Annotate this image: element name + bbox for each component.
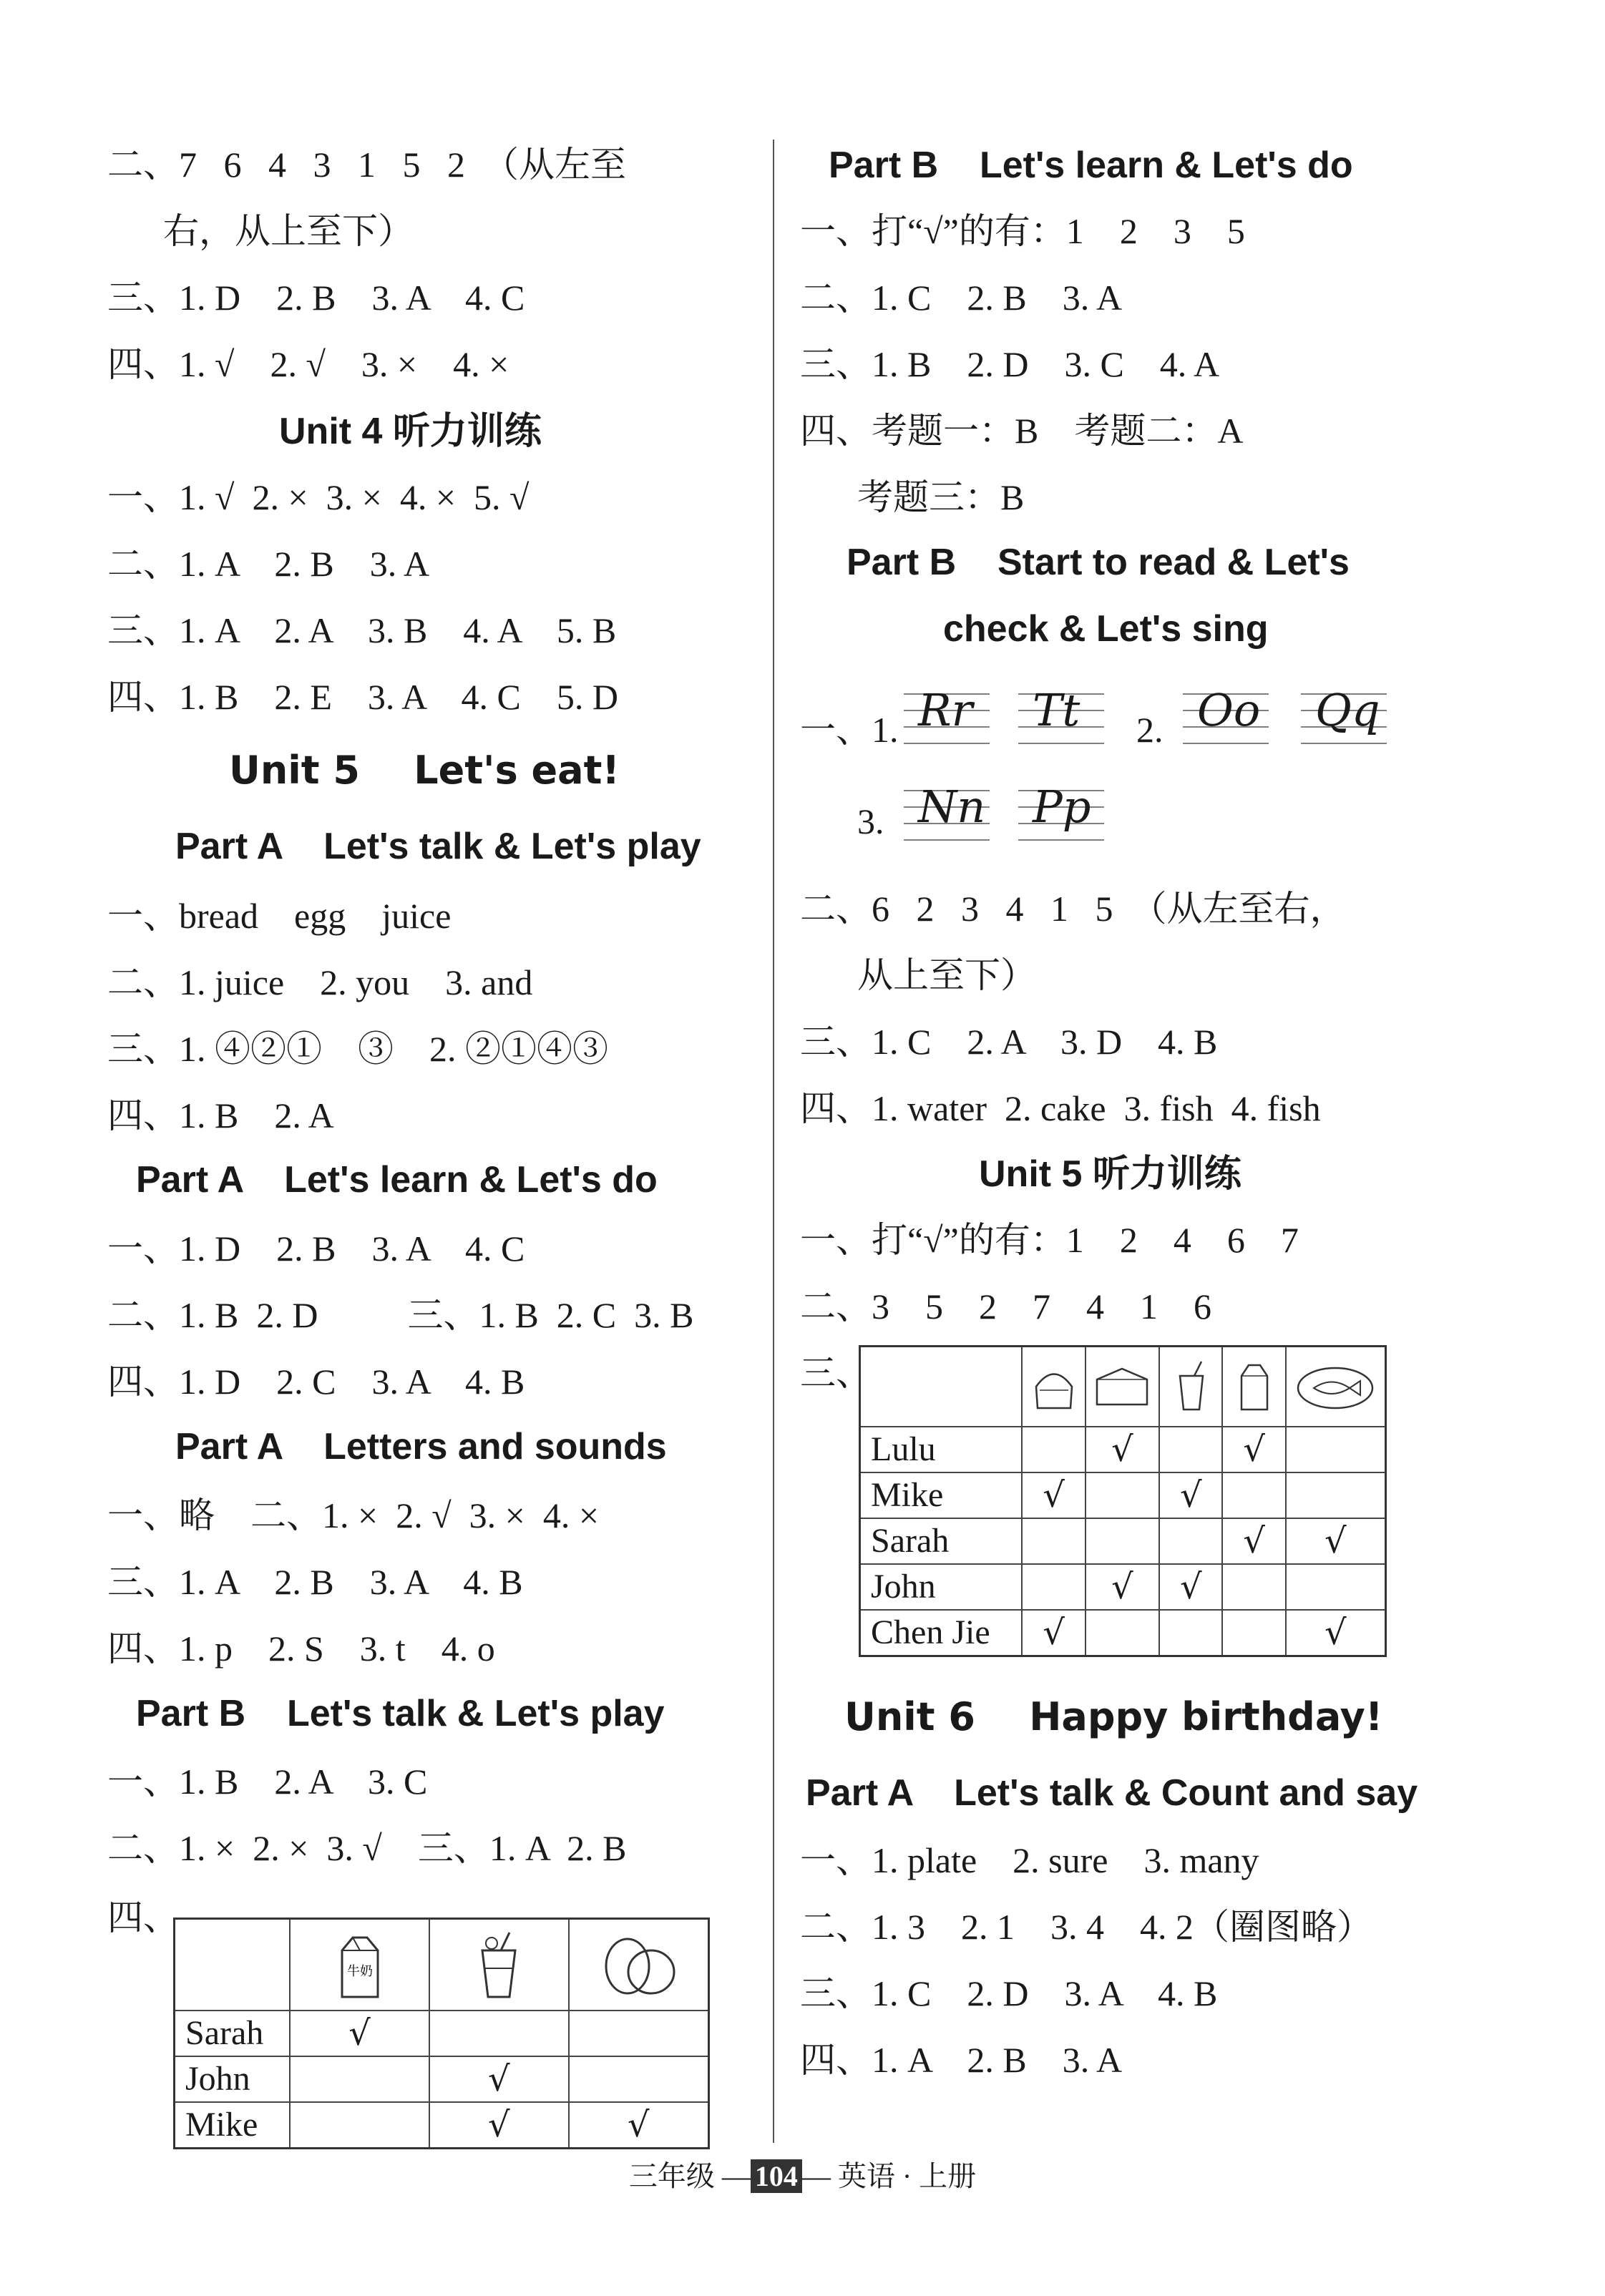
unit-title: Unit 6 Happy birthday! <box>844 1694 1383 1739</box>
juice-glass-picture <box>429 1919 569 2011</box>
row-name: Lulu <box>860 1427 1023 1472</box>
check-cell <box>1159 1518 1222 1564</box>
table-row <box>175 2056 709 2102</box>
section-heading: Part A Let's talk & Let's play <box>175 826 701 867</box>
answer-line: 一、打“√”的有：1 2 4 6 7 <box>800 1220 1299 1260</box>
handwriting-box <box>1183 684 1269 751</box>
table-row <box>175 2102 709 2149</box>
answer-line: 四、 <box>107 1897 179 1938</box>
answer-line: 四、1. D 2. C 3. A 4. B <box>107 1362 525 1402</box>
table-row <box>860 1610 1386 1656</box>
eggs-picture <box>569 1919 709 2011</box>
answer-line: 四、1. A 2. B 3. A <box>800 2040 1123 2080</box>
answer-line: 二、1. × 2. × 3. √ 三、1. A 2. B <box>107 1828 627 1868</box>
answer-line: 三、1. ④②① ③ 2. ②①④③ <box>107 1029 608 1069</box>
column-divider <box>773 140 774 2143</box>
answer-line: 二、7 6 4 3 1 5 2 （从左至 <box>107 145 626 185</box>
row-name: John <box>175 2056 291 2102</box>
answer-line: 一、1. plate 2. sure 3. many <box>800 1840 1259 1880</box>
section-heading: Unit 5 听力训练 <box>979 1153 1241 1195</box>
milk-label: 牛奶 <box>346 1963 373 1979</box>
section-heading: Part B Start to read & Let's <box>847 542 1350 583</box>
section-heading: Part A Let's learn & Let's do <box>136 1159 658 1201</box>
handwriting-box <box>1301 684 1387 751</box>
answer-line: 四、1. √ 2. √ 3. × 4. × <box>107 344 509 384</box>
check-cell <box>290 2102 429 2149</box>
bread-icon <box>1029 1358 1079 1415</box>
handwritten-letters: Qq <box>1315 684 1380 736</box>
cake-icon <box>1090 1358 1154 1415</box>
fish-picture <box>1286 1347 1386 1427</box>
answer-line: 二、6 2 3 4 1 5 （从左至右， <box>800 889 1346 929</box>
answer-line: 一、1. B 2. A 3. C <box>107 1762 428 1802</box>
check-cell: √ <box>429 2102 569 2149</box>
answer-line: 四、1. p 2. S 3. t 4. o <box>107 1628 495 1669</box>
check-cell: √ <box>429 2056 569 2102</box>
handwriting-box <box>1018 783 1104 848</box>
answer-line: 二、1. 3 2. 1 3. 4 4. 2（圈图略） <box>800 1907 1372 1947</box>
answer-line: 三、1. A 2. B 3. A 4. B <box>107 1562 523 1602</box>
check-cell <box>1286 1472 1386 1518</box>
check-cell <box>569 2056 709 2102</box>
unit-title: Unit 5 Let's eat! <box>229 748 620 793</box>
answer-line: 从上至下） <box>857 955 1036 995</box>
table-corner <box>860 1347 1023 1427</box>
check-cell <box>1159 1427 1222 1472</box>
answer-line: 二、1. C 2. B 3. A <box>800 278 1123 318</box>
juice-icon <box>467 1929 531 2001</box>
check-cell: √ <box>1222 1518 1285 1564</box>
check-cell: √ <box>1286 1610 1386 1656</box>
handwritten-letters: Oo <box>1197 684 1261 736</box>
section-heading: Part B Let's learn & Let's do <box>829 145 1353 186</box>
answer-label: 3. <box>857 801 884 841</box>
juice-icon <box>1169 1358 1212 1415</box>
footer-dash: — <box>721 2160 751 2192</box>
answer-line: 一、bread egg juice <box>107 896 452 936</box>
answer-line: 四、1. B 2. E 3. A 4. C 5. D <box>107 677 618 717</box>
handwritten-letters: Pp <box>1033 781 1091 833</box>
page-number: 104 <box>751 2159 802 2193</box>
section-heading: Part A Letters and sounds <box>175 1426 667 1467</box>
answer-line: 二、1. B 2. D 三、1. B 2. C 3. B <box>107 1295 694 1335</box>
answer-line: 二、1. A 2. B 3. A <box>107 544 430 584</box>
check-cell: √ <box>1159 1472 1222 1518</box>
row-name: Sarah <box>175 2011 291 2056</box>
check-cell <box>1022 1427 1085 1472</box>
answer-line: 右，从上至下） <box>163 211 414 251</box>
answer-line: 四、考题一：B 考题二：A <box>800 411 1244 451</box>
answer-label: 2. <box>1136 710 1163 750</box>
section-heading: Part A Let's talk & Count and say <box>806 1772 1418 1814</box>
milk-icon <box>1233 1358 1276 1415</box>
answer-line: 一、1. √ 2. × 3. × 4. × 5. √ <box>107 477 530 517</box>
handwritten-letters: Tt <box>1033 684 1080 736</box>
handwritten-letters: Nn <box>918 781 986 833</box>
check-cell: √ <box>1022 1472 1085 1518</box>
answer-line: 三、1. B 2. D 3. C 4. A <box>800 344 1220 384</box>
section-heading: Unit 4 听力训练 <box>279 411 542 452</box>
check-cell <box>569 2011 709 2056</box>
answer-line: 考题三：B <box>857 477 1025 517</box>
check-cell: √ <box>1022 1610 1085 1656</box>
check-cell: √ <box>1086 1564 1159 1610</box>
table-header-row <box>175 1919 709 2011</box>
answer-line: 三、1. C 2. A 3. D 4. B <box>800 1022 1218 1062</box>
handwriting-box <box>904 684 990 751</box>
answer-label: 一、1. <box>800 710 899 750</box>
check-cell <box>1086 1518 1159 1564</box>
answer-line: 一、1. D 2. B 3. A 4. C <box>107 1228 525 1269</box>
check-cell <box>1159 1610 1222 1656</box>
answer-line: 二、3 5 2 7 4 1 6 <box>800 1286 1211 1327</box>
check-cell <box>1086 1610 1159 1656</box>
answer-line: 三、1. C 2. D 3. A 4. B <box>800 1973 1218 2013</box>
fish-icon <box>1292 1358 1378 1415</box>
row-name: Chen Jie <box>860 1610 1023 1656</box>
answer-line: 一、打“√”的有：1 2 3 5 <box>800 211 1245 251</box>
juice-picture <box>1159 1347 1222 1427</box>
page-footer <box>0 2154 1605 2194</box>
table-row <box>860 1427 1386 1472</box>
answer-line: 四、1. water 2. cake 3. fish 4. fish <box>800 1088 1321 1128</box>
milk-carton-picture <box>290 1919 429 2011</box>
answer-line: 二、1. juice 2. you 3. and <box>107 962 533 1002</box>
answer-line: 四、1. B 2. A <box>107 1095 334 1135</box>
check-cell <box>1222 1610 1285 1656</box>
check-cell <box>1222 1472 1285 1518</box>
footer-grade: 三年级 <box>628 2160 715 2192</box>
table-row <box>860 1564 1386 1610</box>
check-cell: √ <box>569 2102 709 2149</box>
check-cell: √ <box>290 2011 429 2056</box>
row-name: Sarah <box>860 1518 1023 1564</box>
handwriting-box <box>1018 684 1104 751</box>
check-cell: √ <box>1222 1427 1285 1472</box>
eggs-icon <box>595 1929 681 2001</box>
row-name: Mike <box>175 2102 291 2149</box>
table-row <box>175 2011 709 2056</box>
check-cell <box>1286 1564 1386 1610</box>
section-heading: Part B Let's talk & Let's play <box>136 1693 665 1734</box>
check-cell <box>1086 1472 1159 1518</box>
milk-picture <box>1222 1347 1285 1427</box>
handwritten-letters: Rr <box>918 684 973 736</box>
check-cell <box>1022 1518 1085 1564</box>
cake-picture <box>1086 1347 1159 1427</box>
table-header-row <box>860 1347 1386 1427</box>
check-cell <box>429 2011 569 2056</box>
footer-dash: — <box>801 2160 831 2192</box>
check-cell: √ <box>1086 1427 1159 1472</box>
check-cell: √ <box>1286 1518 1386 1564</box>
handwriting-box <box>904 783 990 848</box>
check-cell <box>1022 1564 1085 1610</box>
bread-picture <box>1022 1347 1085 1427</box>
section-heading: check & Let's sing <box>943 608 1269 650</box>
answer-line: 一、略 二、1. × 2. √ 3. × 4. × <box>107 1495 600 1535</box>
table-corner <box>175 1919 291 2011</box>
check-cell <box>290 2056 429 2102</box>
check-cell <box>1286 1427 1386 1472</box>
table-row <box>860 1472 1386 1518</box>
answer-line: 三、 <box>800 1353 872 1393</box>
table-row <box>860 1518 1386 1564</box>
check-cell <box>1222 1564 1285 1610</box>
milk-icon <box>328 1929 392 2001</box>
row-name: Mike <box>860 1472 1023 1518</box>
food-table-2 <box>859 1345 1387 1657</box>
food-table-1 <box>173 1918 710 2149</box>
answer-line: 三、1. A 2. A 3. B 4. A 5. B <box>107 610 617 650</box>
footer-subject: 英语 · 上册 <box>837 2160 977 2192</box>
row-name: John <box>860 1564 1023 1610</box>
check-cell: √ <box>1159 1564 1222 1610</box>
answer-line: 三、1. D 2. B 3. A 4. C <box>107 278 525 318</box>
